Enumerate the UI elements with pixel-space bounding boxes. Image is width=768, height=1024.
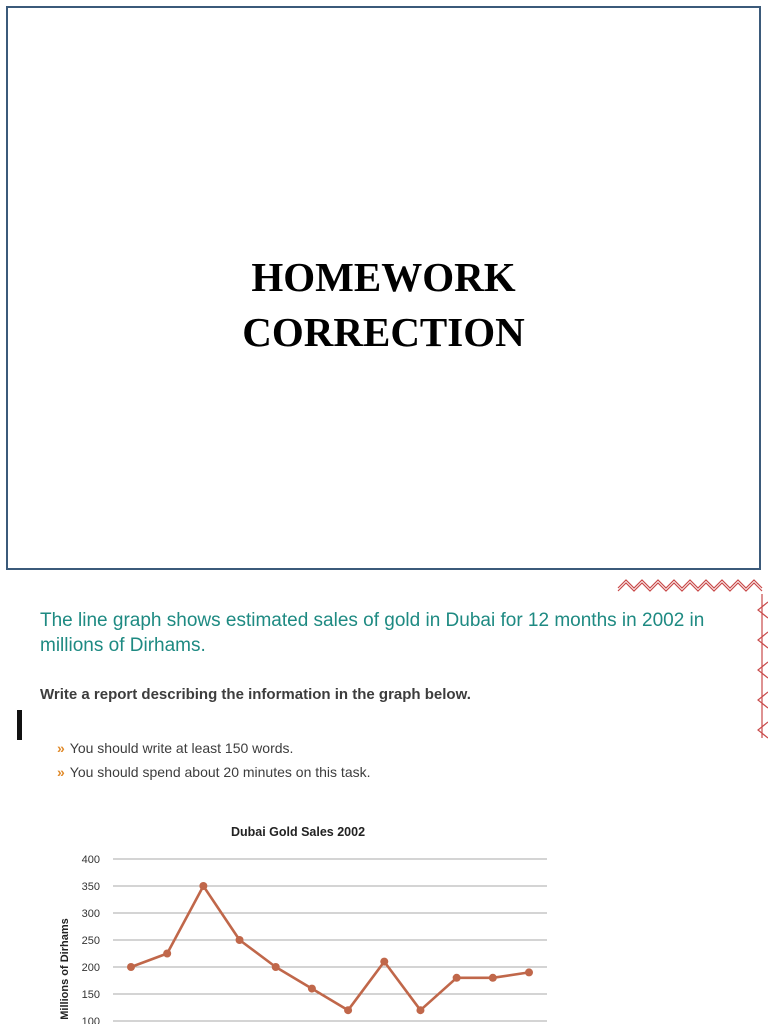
title-line-1: HOMEWORK [251, 254, 516, 300]
slide-title [8, 250, 759, 360]
data-point [236, 936, 244, 944]
data-point [380, 958, 388, 966]
data-point [127, 963, 135, 971]
y-tick-label: 200 [81, 962, 100, 974]
y-axis-title: Millions of Dirhams [59, 918, 71, 1020]
data-point [272, 963, 280, 971]
bullet-text: You should write at least 150 words. [69, 740, 294, 756]
data-point [344, 1006, 352, 1014]
gold-sales-chart [0, 814, 768, 1024]
cursor-bar-icon [17, 710, 22, 740]
data-point [489, 974, 497, 982]
y-tick-label: 300 [81, 908, 100, 920]
list-item [57, 760, 371, 784]
data-point [416, 1006, 424, 1014]
task-intro: The line graph shows estimated sales of gold in Dubai for 12 months in 2002 in millions of Dirhams. [40, 610, 705, 656]
y-tick-label: 100 [81, 1016, 100, 1024]
data-point [308, 985, 316, 993]
task-slide [0, 574, 768, 1024]
title-line-2: CORRECTION [242, 309, 525, 355]
chart-title: Dubai Gold Sales 2002 [230, 825, 366, 839]
requirement-list [57, 736, 371, 784]
data-point [199, 882, 207, 890]
series-line [131, 886, 529, 1010]
task-instruction: Write a report describing the information in the graph below. [40, 686, 471, 703]
bullet-marker-icon: » [57, 740, 65, 756]
data-point [453, 974, 461, 982]
title-slide [6, 6, 761, 570]
data-point [525, 968, 533, 976]
y-tick-label: 250 [81, 935, 100, 947]
data-point [163, 950, 171, 958]
bullet-marker-icon: » [57, 764, 65, 780]
y-tick-label: 350 [81, 881, 100, 893]
y-tick-label: 150 [81, 989, 100, 1001]
bullet-text: You should spend about 20 minutes on this task. [69, 764, 371, 780]
y-tick-label: 400 [81, 854, 100, 866]
decorative-pattern-icon [612, 574, 768, 744]
list-item [57, 736, 371, 760]
